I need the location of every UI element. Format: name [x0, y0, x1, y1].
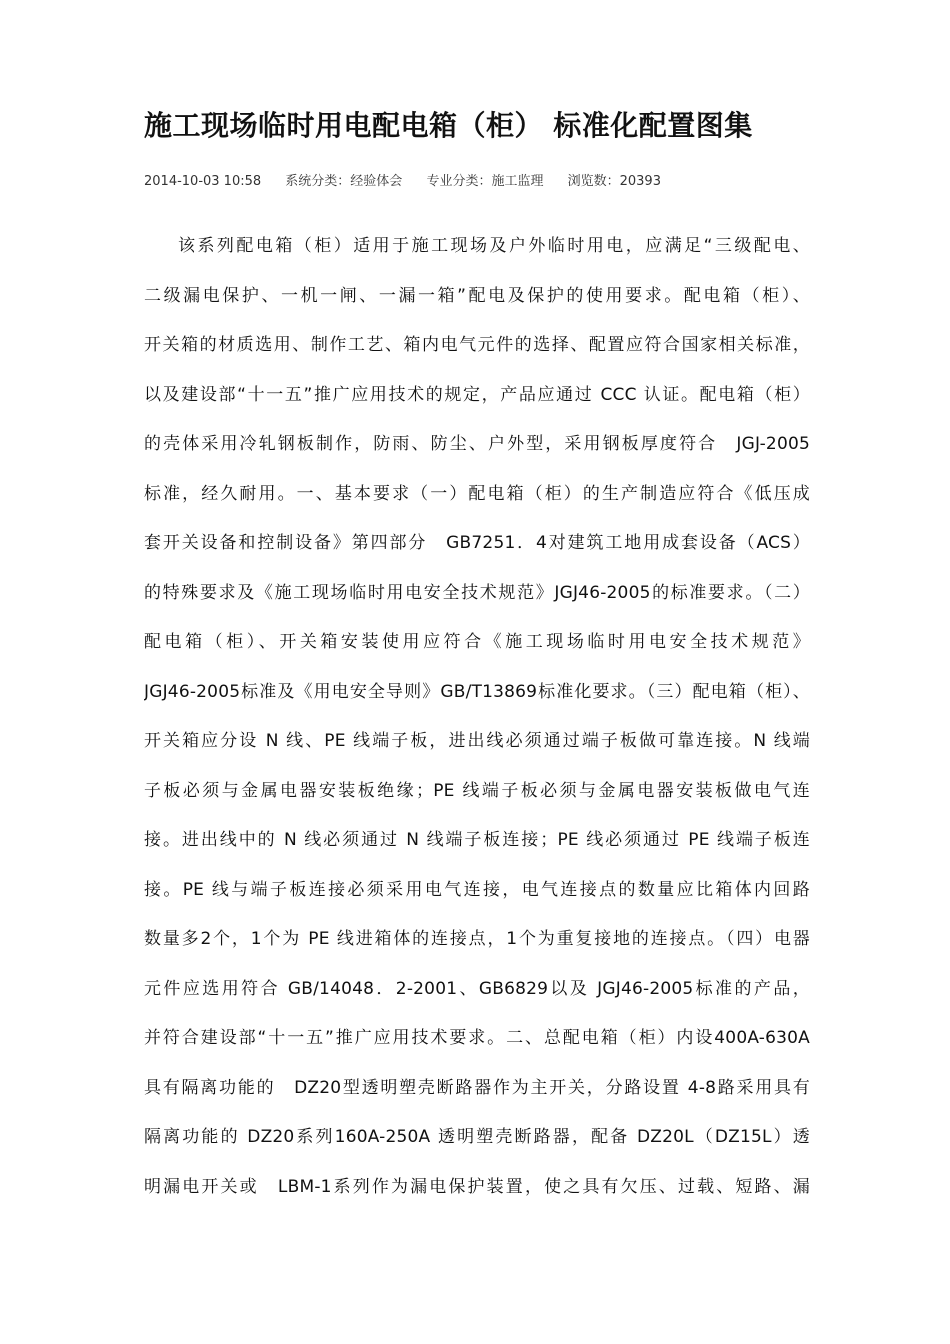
body-line: 元件应选用符合 GB/14048．2-2001、GB6829以及 JGJ46-2005标准的产品， [144, 978, 810, 999]
body-line: 配电箱（柜）、开关箱安装使用应符合《施工现场临时用电安全技术规范》 [144, 632, 810, 652]
body-line: JGJ46-2005标准及《用电安全导则》GB/T13869标准化要求。（三）配电箱（柜）、 [144, 681, 810, 702]
body-line: 数量多2个，1个为 PE 线进箱体的连接点，1个为重复接地的连接点。（四）电器 [144, 929, 810, 949]
body-line: 标准，经久耐用。一、基本要求（一）配电箱（柜）的生产制造应符合《低压成 [144, 483, 810, 504]
article-body [144, 222, 810, 1212]
system-category: 系统分类：经验体会 [285, 174, 403, 189]
page-title: 施工现场临时用电配电箱（柜） 标准化配置图集 [144, 109, 753, 142]
body-line: 子板必须与金属电器安装板绝缘；PE 线端子板必须与金属电器安装板做电气连 [144, 780, 810, 801]
body-line: 接。PE 线与端子板连接必须采用电气连接，电气连接点的数量应比箱体内回路 [144, 879, 810, 900]
professional-category: 专业分类：施工监理 [426, 174, 544, 189]
body-line: 隔离功能的 DZ20系列160A-250A 透明塑壳断路器，配备 DZ20L（DZ15L）透 [144, 1127, 810, 1147]
body-line: 的特殊要求及《施工现场临时用电安全技术规范》JGJ46-2005的标准要求。（二） [144, 582, 810, 603]
body-line: 以及建设部“十一五”推广应用技术的规定，产品应通过 CCC 认证。配电箱（柜） [144, 384, 810, 405]
view-count: 浏览数：20393 [567, 174, 661, 189]
publish-datetime: 2014-10-03 10:58 [144, 174, 262, 189]
body-line: 开关箱的材质选用、制作工艺、箱内电气元件的选择、配置应符合国家相关标准， [144, 335, 810, 355]
body-line: 具有隔离功能的 DZ20型透明塑壳断路器作为主开关，分路设置 4-8路采用具有 [144, 1077, 810, 1098]
body-line: 该系列配电箱（柜）适用于施工现场及户外临时用电，应满足“三级配电、 [178, 236, 810, 256]
body-line: 接。进出线中的 N 线必须通过 N 线端子板连接；PE 线必须通过 PE 线端子板连 [144, 830, 810, 850]
body-line: 明漏电开关或 LBM-1系列作为漏电保护装置，使之具有欠压、过载、短路、漏 [144, 1176, 810, 1197]
article-meta [144, 172, 824, 192]
body-line: 开关箱应分设 N 线、PE 线端子板，进出线必须通过端子板做可靠连接。N 线端 [144, 731, 810, 751]
body-line: 并符合建设部“十一五”推广应用技术要求。二、总配电箱（柜）内设400A-630A [144, 1028, 810, 1048]
body-line: 的壳体采用冷轧钢板制作，防雨、防尘、户外型，采用钢板厚度符合 JGJ-2005 [144, 434, 810, 454]
body-line: 二级漏电保护、一机一闸、一漏一箱”配电及保护的使用要求。配电箱（柜）、 [144, 285, 810, 306]
body-line: 套开关设备和控制设备》第四部分 GB7251．4对建筑工地用成套设备（ACS） [144, 533, 810, 553]
